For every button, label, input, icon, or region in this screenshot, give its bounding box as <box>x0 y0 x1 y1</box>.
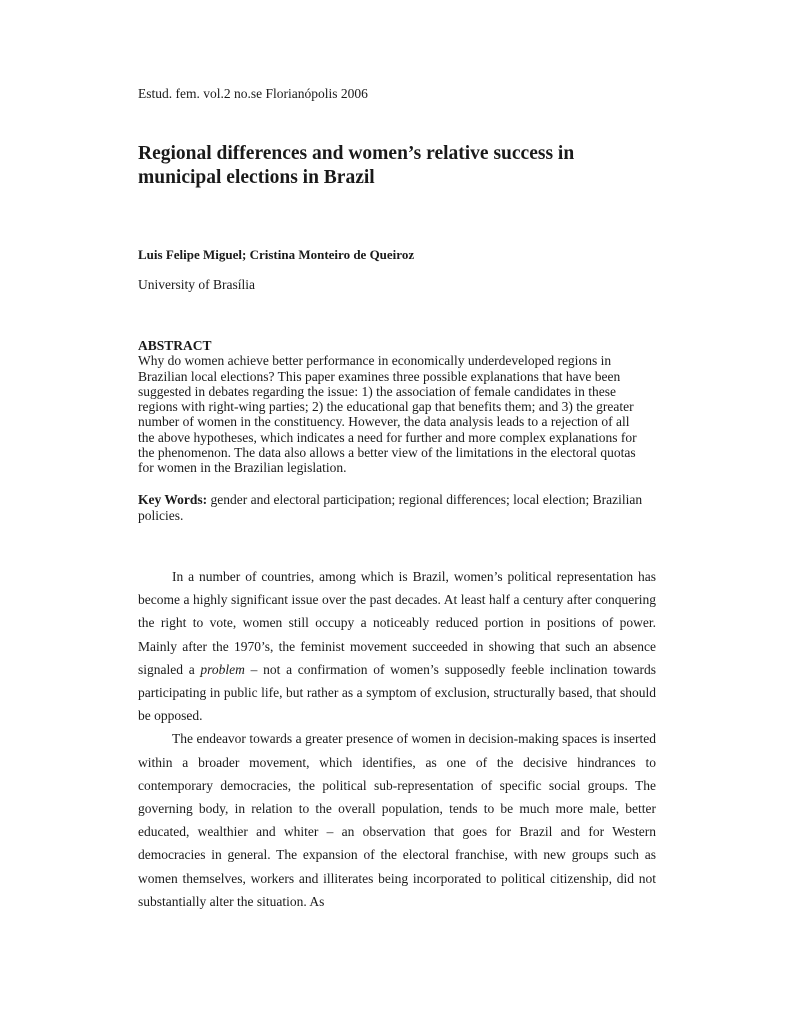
body-text <box>138 565 656 913</box>
emphasized-word: problem <box>200 661 245 677</box>
keywords-label: Key Words: <box>138 492 208 507</box>
author-affiliation: University of Brasília <box>138 277 255 292</box>
body-paragraph-1 <box>138 565 656 727</box>
abstract-heading: ABSTRACT <box>138 338 212 353</box>
journal-reference: Estud. fem. vol.2 no.se Florianópolis 2006 <box>138 86 368 101</box>
author-list: Luis Felipe Miguel; Cristina Monteiro de Queiroz <box>138 247 415 262</box>
body-paragraph-2: The endeavor towards a greater presence of women in decision-making spaces is inserted within a broader movement, which identifies, as one of the decisive hindrances to contemporary democracies, the political sub-representation of specific social groups. The governing body, in relation to the overall population, tends to be much more male, better educated, wealthier and whiter – an observation that goes for Brazil and for Western democracies in general. The expansion of the electoral franchise, with new groups such as women themselves, workers and illiterates being incorporated to political citizenship, did not substantially alter the situation. As <box>138 731 656 909</box>
keywords-section <box>138 492 643 523</box>
abstract-text: Why do women achieve better performance in economically underdeveloped regions in Brazilian local elections? This paper examines three possible explanations that have been suggested in debates regarding the issue: 1) the association of female candidates in these regions with right-wing parties; 2) the educational gap that benefits them; and 3) the greater number of women in the constituency. However, the data analysis leads to a rejection of all the above hypotheses, which indicates a need for further and more complex explanations for the phenomenon. The data also allows a better view of the limitations in the electoral quotas for women in the Brazilian legislation. <box>138 353 637 476</box>
paragraph-1-text-start: In a number of countries, among which is Brazil, women’s political representation has become a highly significant issue over the past decades. At least half a century after conquering the right to vote, women still occupy a noticeably reduced portion in positions of power. Mainly after the 1970’s, the feminist movement succeeded in showing that such an absence signaled a <box>138 569 656 677</box>
keywords-text: gender and electoral participation; regional differences; local election; Brazilian policies. <box>138 492 643 523</box>
abstract-section <box>138 338 638 476</box>
article-title: Regional differences and women’s relative success in municipal elections in Brazil <box>138 143 575 188</box>
paragraph-1-text-end: – not a confirmation of women’s supposedly feeble inclination towards participating in public life, but rather as a symptom of exclusion, structurally based, that should be opposed. <box>138 661 656 724</box>
